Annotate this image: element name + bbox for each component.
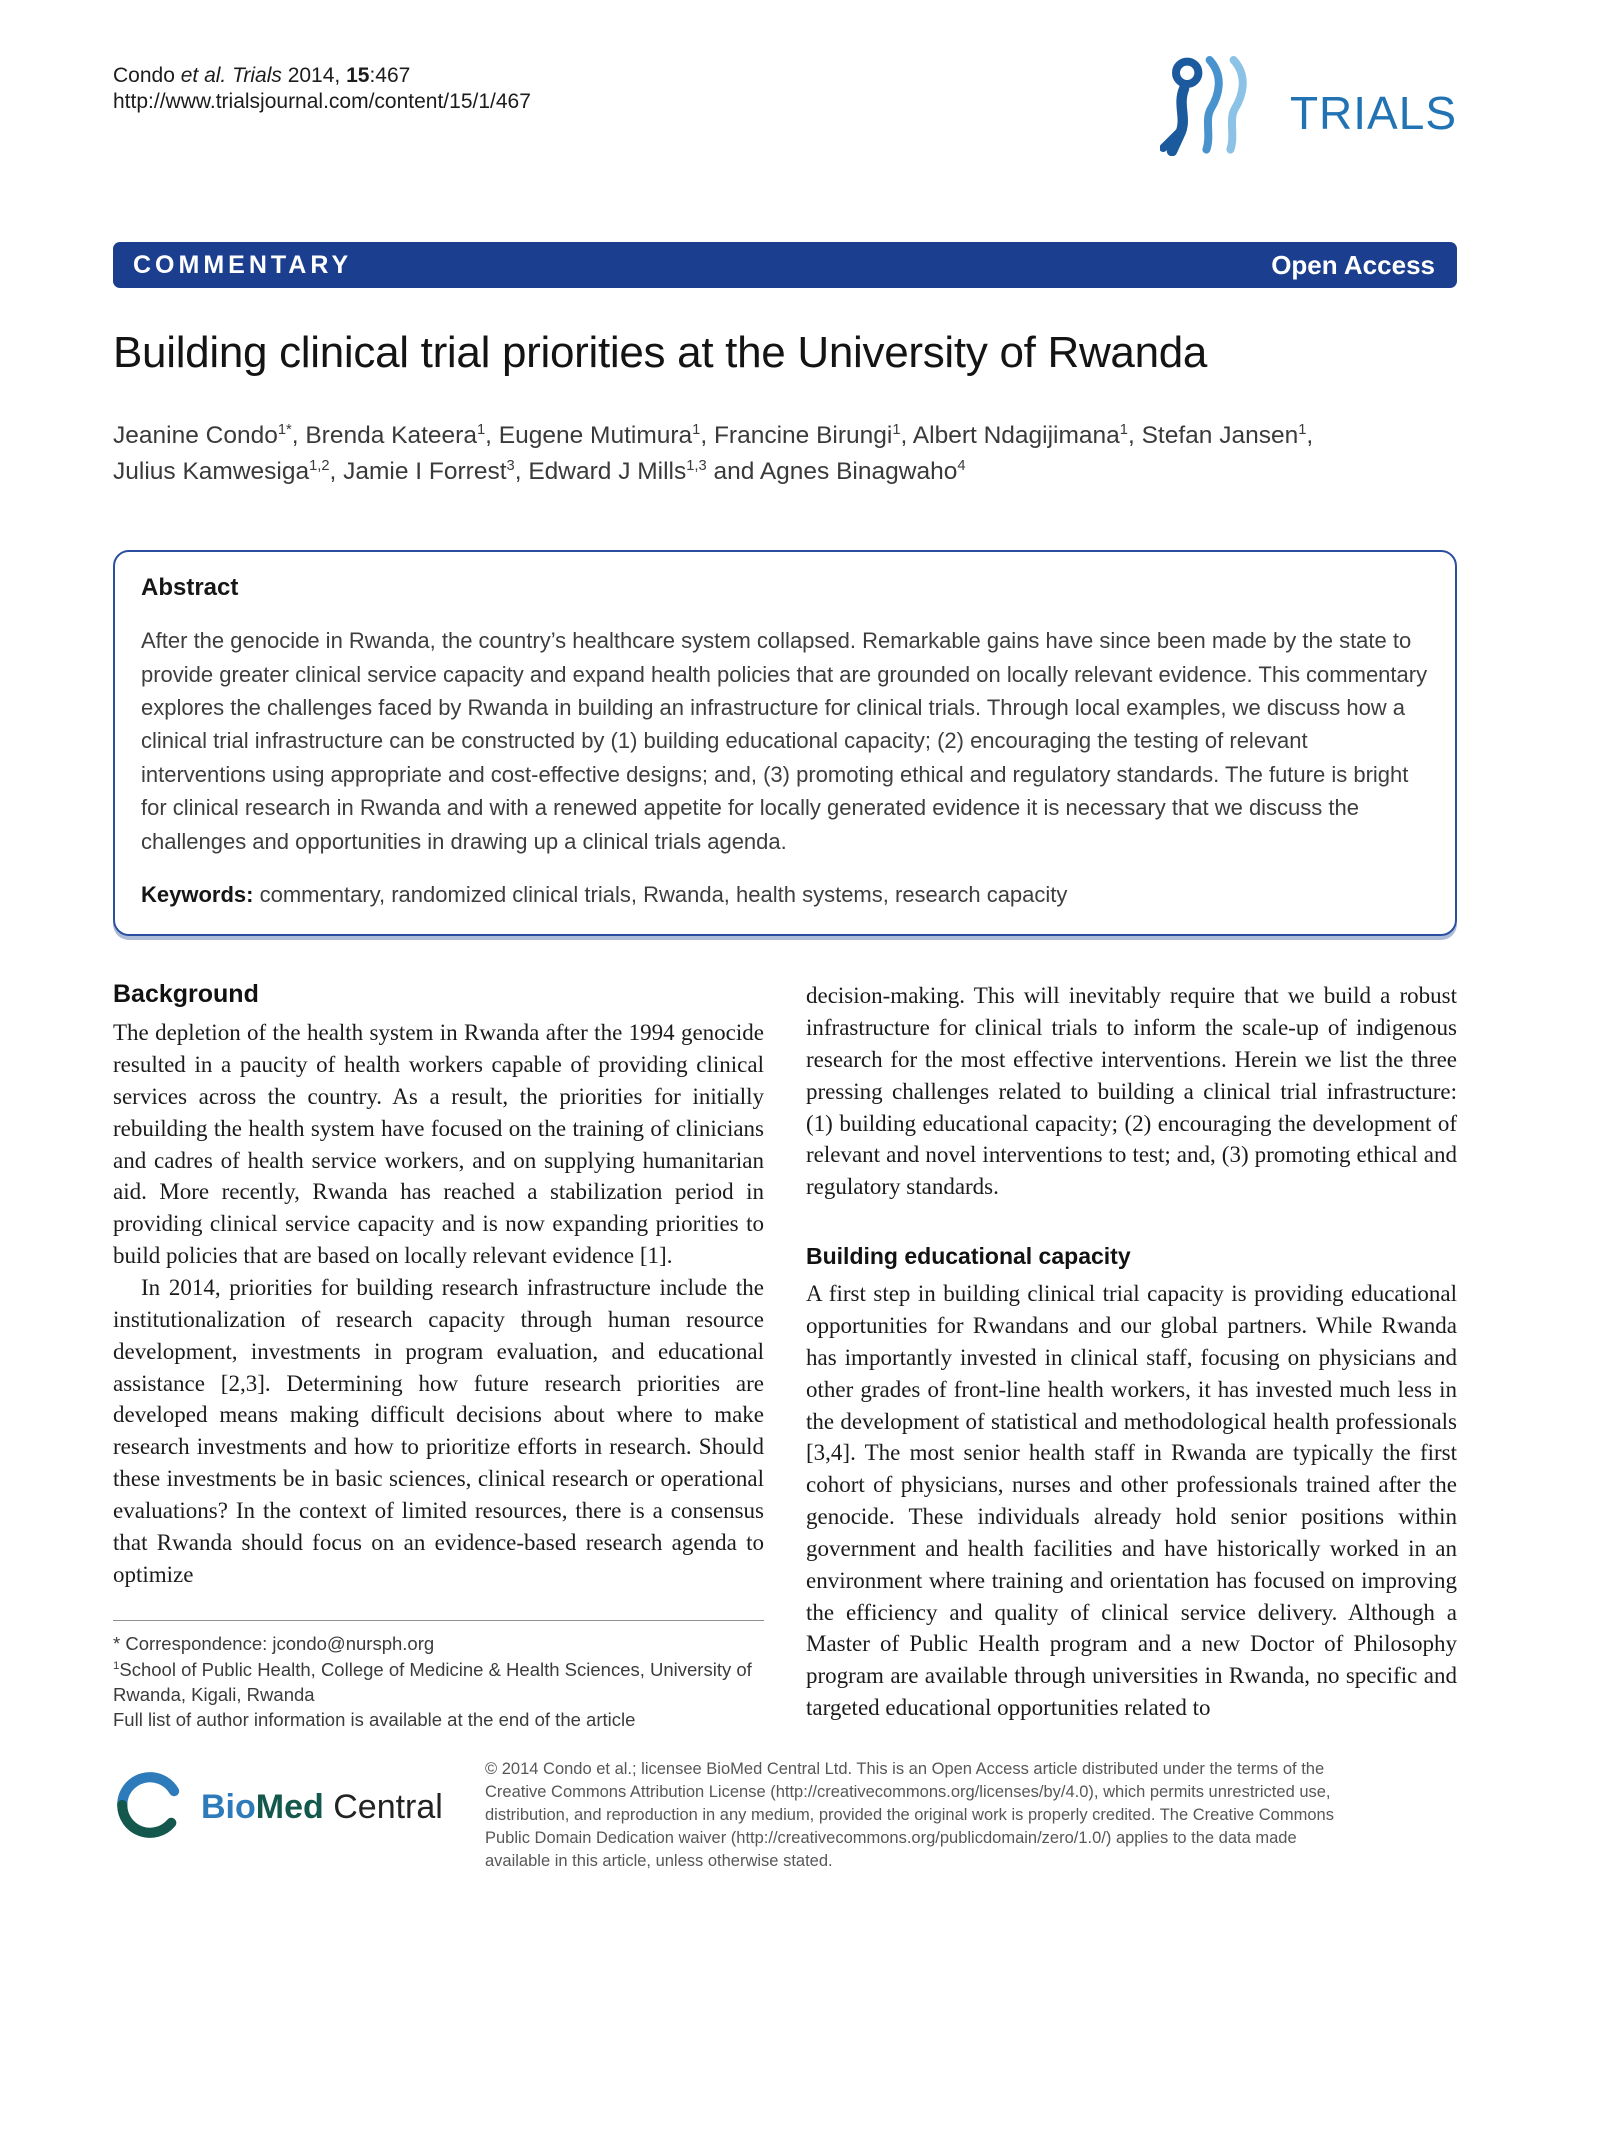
body-columns — [113, 980, 1457, 1732]
keywords-line — [141, 882, 1429, 908]
biomed-central-wordmark — [201, 1788, 443, 1827]
section-spacer — [806, 1203, 1457, 1243]
background-heading: Background — [113, 980, 259, 1009]
abstract-text: After the genocide in Rwanda, the country’s healthcare system collapsed. Remarkable gains have since been made by the state to provide greater clinical service capacity and expand health policies that are grounded on locally relevant evidence. This commentary explores the challenges faced by Rwanda in building an infrastructure for clinical trials. Through local examples, we discuss how a clinical trial infrastructure can be constructed by (1) building educational capacity; (2) encouraging the testing of relevant interventions using appropriate and cost-effective designs; and, (3) promoting ethical and regulatory standards. The future is bright for clinical research in Rwanda and with a renewed appetite for locally generated evidence it is necessary that we discuss the challenges and opportunities in drawing up a clinical trials agenda. — [141, 628, 1428, 854]
right-column — [806, 980, 1457, 1732]
abstract-heading: Abstract — [141, 574, 239, 602]
article-title: Building clinical trial priorities at the University of Rwanda — [113, 328, 1208, 377]
publisher-footer — [113, 1758, 1457, 1873]
biomed-central-logo — [113, 1758, 485, 1847]
footnote-block — [113, 1620, 764, 1732]
journal-logo — [1160, 52, 1457, 156]
bmc-med-text: Med — [255, 1788, 324, 1827]
article-type-banner — [113, 242, 1457, 288]
page-header — [113, 0, 1457, 156]
educational-capacity-heading: Building educational capacity — [806, 1243, 1131, 1270]
continuation-paragraph: decision-making. This will inevitably require that we build a robust infrastructure for clinical trials to inform the scale-up of indigenous research for the most effective interventions. Herein we list the three pressing challenges related to building a clinical trial infrastructure: (1) building educational capacity; (2) encouraging the development of relevant and novel interventions to test; and, (3) promoting ethical and regulatory standards. — [806, 983, 1457, 1200]
citation-year: 2014, — [287, 64, 347, 87]
affiliation-line — [113, 1657, 764, 1707]
license-text: © 2014 Condo et al.; licensee BioMed Central Ltd. This is an Open Access article distributed under the terms of the Creative Commons Attribution License (http://creativecommons.org/licenses/by/4.0), which permits unrestricted use, distribution, and reproduction in any medium, provided the original work is properly credited. The Creative Commons Public Domain Dedication waiver (http://creativecommons.org/publicdomain/zero/1.0/) applies to the data made available in this article, unless otherwise stated. — [485, 1760, 1334, 1871]
background-paragraph-2: In 2014, priorities for building research infrastructure include the institutionalization of research capacity through human resource development, investments in program evaluation, and educational assistance [2,3]. Determining how future research priorities are developed means making difficult decisions about where to make research investments and how to prioritize efforts in research. Should these investments be in basic sciences, clinical research or operational evaluations? In the context of limited resources, there is a consensus that Rwanda should focus on an evidence-based research agenda to optimize — [113, 1274, 764, 1587]
citation-pages: :467 — [369, 64, 411, 87]
article-type-label: COMMENTARY — [133, 250, 353, 279]
abstract-box — [113, 550, 1457, 936]
citation-block — [113, 58, 531, 114]
correspondence-line — [113, 1631, 764, 1656]
educational-capacity-paragraph: A first step in building clinical trial capacity is providing educational opportunities for Rwandans and our global partners. While Rwanda has importantly invested in clinical staff, focusing on physicians and other grades of front-line health workers, it has invested much less in the development of statistical and methodological health professionals [3,4]. The most senior health staff in Rwanda are typically the first cohort of physicians, nurses and other professionals trained after the genocide. These individuals already hold senior positions within government and health facilities and have historically worked in an environment where training and orientation has focused on improving the efficiency and quality of clinical service delivery. Although a Master of Public Health program and a new Doctor of Philosophy program are available through universities in Rwanda, no specific and targeted educational opportunities related to — [806, 1281, 1457, 1721]
full-list-note: Full list of author information is available at the end of the article — [113, 1708, 636, 1730]
article-url-link[interactable]: http://www.trialsjournal.com/content/15/1/467 — [113, 89, 531, 113]
background-paragraph-1: The depletion of the health system in Rwanda after the 1994 genocide resulted in a paucity of health workers capable of providing clinical services across the country. As a result, the priorities for initially rebuilding the health system have focused on the training of clinicians and cadres of health service workers, and on supplying humanitarian aid. More recently, Rwanda has reached a stabilization period in providing clinical service capacity and is now expanding priorities to build policies that are based on locally relevant evidence [1]. — [113, 1020, 764, 1269]
keywords-text: commentary, randomized clinical trials, Rwanda, health systems, research capacity — [253, 882, 1068, 908]
keywords-label: Keywords: — [141, 882, 254, 908]
left-column — [113, 980, 764, 1732]
citation-author: Condo — [113, 64, 181, 87]
trials-runner-icon — [1160, 52, 1280, 156]
affiliation-superscript: 1 — [113, 1659, 120, 1672]
bmc-bio-text: Bio — [201, 1788, 256, 1827]
affiliation-text: School of Public Health, College of Medicine & Health Sciences, University of Rwanda, Kigali, Rwanda — [113, 1658, 752, 1705]
correspondence-label: * Correspondence: — [113, 1633, 273, 1655]
bmc-central-text: Central — [323, 1788, 443, 1827]
citation-volume: 15 — [346, 64, 370, 87]
correspondence-email-link[interactable]: jcondo@nursph.org — [272, 1633, 435, 1655]
open-access-label: Open Access — [1271, 249, 1435, 280]
journal-wordmark: TRIALS — [1289, 87, 1457, 139]
citation-line — [113, 58, 531, 90]
citation-journal: et al. Trials — [180, 64, 288, 87]
author-list: Jeanine Condo$^{1*}$, Brenda Kateera$^1$, Eugene Mutimura$^1$, Francine Birungi$^1$, Albert Ndagijimana$^1$, Stefan Jansen$^1$, Julius Kamwesiga$^{1,2}$, Jamie I Forrest$^3$, Edward J Mills$^{1,3}$ and Agnes Binagwaho$^4$ — [113, 421, 1314, 485]
biomed-central-circle-icon — [113, 1768, 187, 1847]
